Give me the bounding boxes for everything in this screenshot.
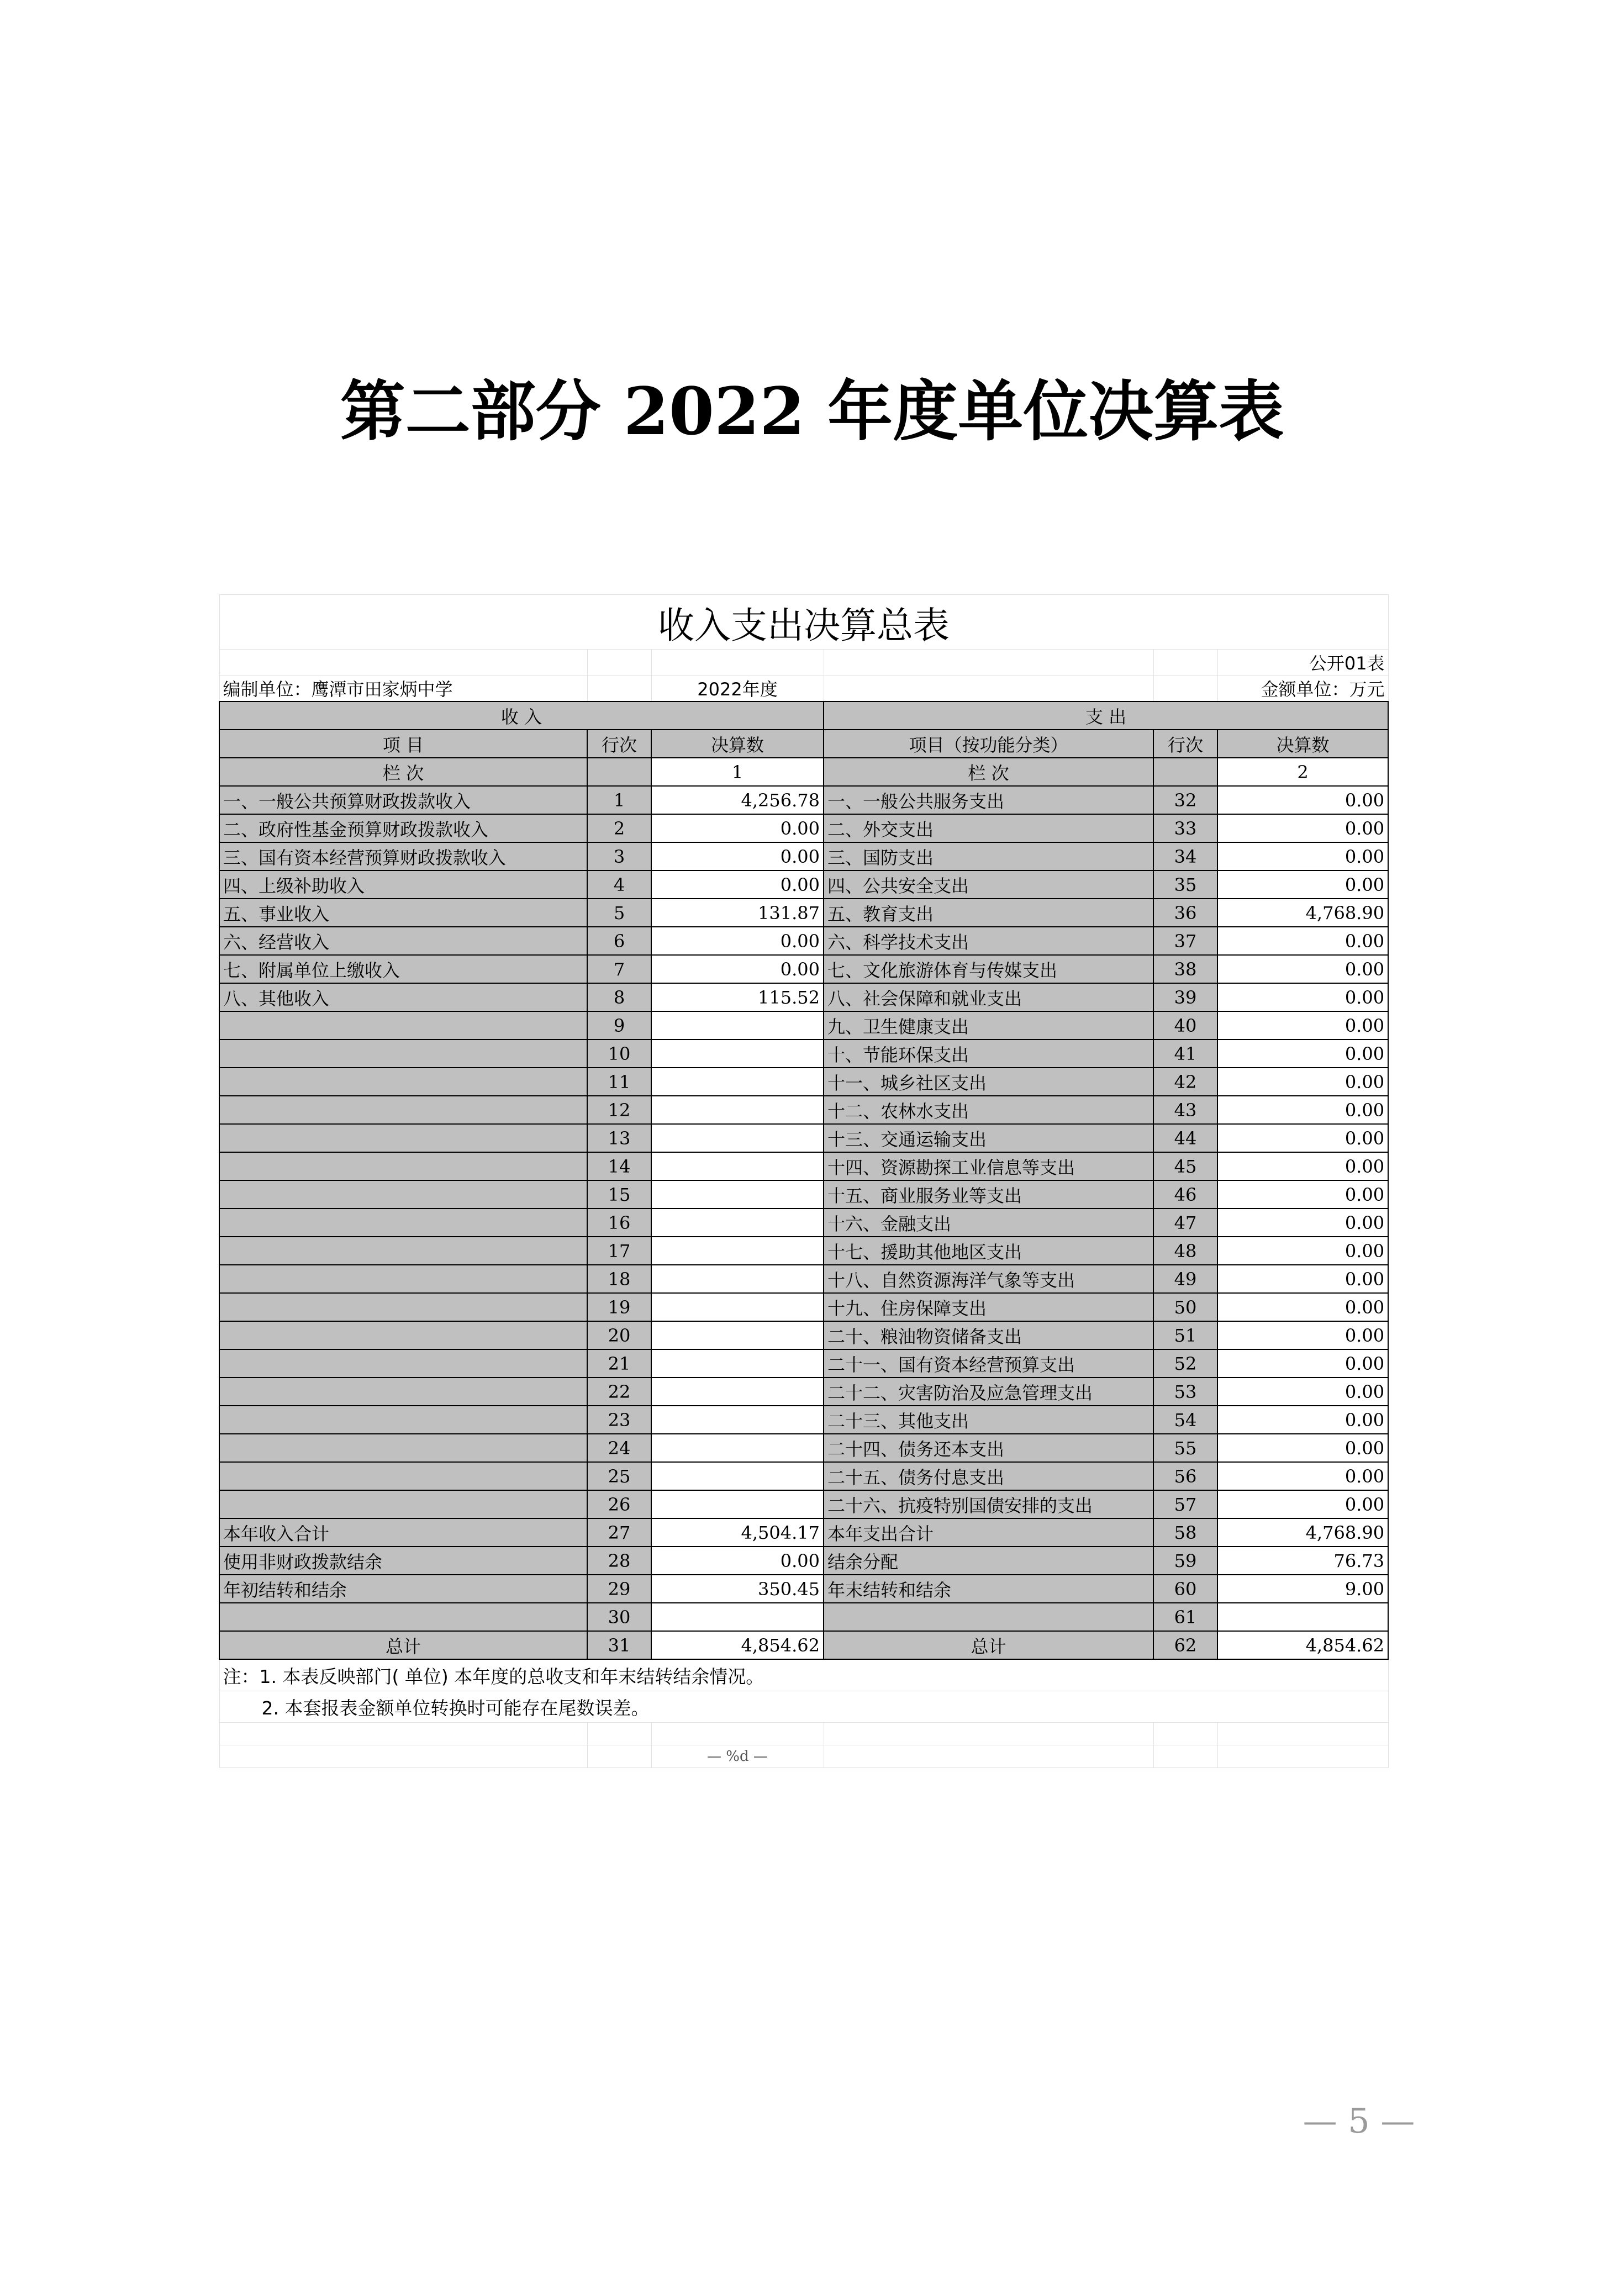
summary-expense-row-no: 59 — [1153, 1547, 1217, 1575]
header-amount: 决算数 — [651, 730, 824, 758]
column-number-1: 1 — [651, 758, 824, 786]
expense-row-no: 56 — [1153, 1462, 1217, 1490]
income-item — [219, 1490, 587, 1518]
income-item — [219, 1265, 587, 1293]
income-item — [219, 1293, 587, 1321]
income-row-no: 25 — [587, 1462, 651, 1490]
income-row-no: 19 — [587, 1293, 651, 1321]
total-income-row-no: 31 — [587, 1631, 651, 1659]
table-row — [219, 1349, 1388, 1378]
summary-income-item — [219, 1603, 587, 1631]
summary-income-amount: 0.00 — [651, 1547, 824, 1575]
income-item: 一、一般公共预算财政拨款收入 — [219, 786, 587, 814]
income-row-no: 4 — [587, 870, 651, 899]
income-row-no: 16 — [587, 1209, 651, 1237]
summary-income-item: 使用非财政拨款结余 — [219, 1547, 587, 1575]
summary-expense-row-no: 61 — [1153, 1603, 1217, 1631]
expense-row-no: 41 — [1153, 1040, 1217, 1068]
expense-item: 五、教育支出 — [824, 899, 1153, 927]
table-row — [219, 955, 1388, 983]
header-row-no-2: 行次 — [1153, 730, 1217, 758]
expense-row-no: 47 — [1153, 1209, 1217, 1237]
expense-item: 一、一般公共服务支出 — [824, 786, 1153, 814]
income-row-no: 1 — [587, 786, 651, 814]
income-amount — [651, 1096, 824, 1124]
income-item — [219, 1180, 587, 1209]
income-item — [219, 1462, 587, 1490]
total-expense-row-no: 62 — [1153, 1631, 1217, 1659]
income-amount: 0.00 — [651, 870, 824, 899]
summary-income-item: 年初结转和结余 — [219, 1575, 587, 1603]
table-row — [219, 899, 1388, 927]
income-amount — [651, 1406, 824, 1434]
table-row — [219, 1068, 1388, 1096]
expense-row-no: 44 — [1153, 1124, 1217, 1152]
table-row — [219, 983, 1388, 1011]
summary-expense-amount — [1217, 1603, 1388, 1631]
expense-item: 二十、粮油物资储备支出 — [824, 1321, 1153, 1349]
income-item — [219, 1321, 587, 1349]
expense-item: 十七、援助其他地区支出 — [824, 1237, 1153, 1265]
summary-row — [219, 1547, 1388, 1575]
total-income-amount: 4,854.62 — [651, 1631, 824, 1659]
column-label-2: 栏 次 — [824, 758, 1153, 786]
expense-amount: 0.00 — [1217, 786, 1388, 814]
table-row — [219, 1180, 1388, 1209]
expense-amount: 0.00 — [1217, 1068, 1388, 1096]
year-label: 2022年度 — [651, 676, 824, 702]
table-row — [219, 1011, 1388, 1040]
income-row-no: 24 — [587, 1434, 651, 1462]
income-row-no: 23 — [587, 1406, 651, 1434]
table-title: 收入支出决算总表 — [219, 595, 1388, 650]
expense-row-no: 45 — [1153, 1152, 1217, 1180]
income-row-no: 6 — [587, 927, 651, 955]
expense-item: 二十五、债务付息支出 — [824, 1462, 1153, 1490]
table-row — [219, 1096, 1388, 1124]
expense-amount: 0.00 — [1217, 1462, 1388, 1490]
expense-row-no: 48 — [1153, 1237, 1217, 1265]
expense-row-no: 51 — [1153, 1321, 1217, 1349]
note-2: 2. 本套报表金额单位转换时可能存在尾数误差。 — [219, 1691, 1388, 1723]
income-amount: 0.00 — [651, 842, 824, 870]
summary-income-row-no: 29 — [587, 1575, 651, 1603]
table-row — [219, 786, 1388, 814]
expense-amount: 0.00 — [1217, 1293, 1388, 1321]
income-amount — [651, 1462, 824, 1490]
income-row-no: 2 — [587, 814, 651, 842]
unit-label: 金额单位：万元 — [1217, 676, 1388, 702]
income-row-no: 10 — [587, 1040, 651, 1068]
income-item: 七、附属单位上缴收入 — [219, 955, 587, 983]
expense-row-no: 54 — [1153, 1406, 1217, 1434]
expense-row-no: 53 — [1153, 1378, 1217, 1406]
expense-item: 十九、住房保障支出 — [824, 1293, 1153, 1321]
expense-item: 二、外交支出 — [824, 814, 1153, 842]
summary-expense-row-no: 60 — [1153, 1575, 1217, 1603]
income-row-no: 21 — [587, 1349, 651, 1378]
expense-amount: 0.00 — [1217, 1011, 1388, 1040]
expense-amount: 0.00 — [1217, 983, 1388, 1011]
expense-amount: 0.00 — [1217, 955, 1388, 983]
income-amount — [651, 1490, 824, 1518]
income-expense-table — [219, 594, 1389, 1768]
income-amount — [651, 1152, 824, 1180]
income-row-no: 5 — [587, 899, 651, 927]
expense-amount: 0.00 — [1217, 1321, 1388, 1349]
footer-page-placeholder: — %d — — [651, 1745, 824, 1768]
expense-item: 十八、自然资源海洋气象等支出 — [824, 1265, 1153, 1293]
income-amount — [651, 1124, 824, 1152]
column-number-2: 2 — [1217, 758, 1388, 786]
income-amount — [651, 1180, 824, 1209]
expense-amount: 0.00 — [1217, 1237, 1388, 1265]
income-row-no: 3 — [587, 842, 651, 870]
summary-row — [219, 1603, 1388, 1631]
expense-row-no: 40 — [1153, 1011, 1217, 1040]
income-row-no: 9 — [587, 1011, 651, 1040]
expense-item: 十二、农林水支出 — [824, 1096, 1153, 1124]
expense-amount: 0.00 — [1217, 842, 1388, 870]
summary-expense-item: 本年支出合计 — [824, 1518, 1153, 1547]
income-item: 三、国有资本经营预算财政拨款收入 — [219, 842, 587, 870]
income-row-no: 18 — [587, 1265, 651, 1293]
expense-amount: 0.00 — [1217, 1124, 1388, 1152]
table-row — [219, 1209, 1388, 1237]
expense-item: 七、文化旅游体育与传媒支出 — [824, 955, 1153, 983]
part-title: 第二部分 2022 年度单位决算表 — [340, 373, 1284, 450]
summary-income-amount — [651, 1603, 824, 1631]
expense-amount: 0.00 — [1217, 1406, 1388, 1434]
total-expense-amount: 4,854.62 — [1217, 1631, 1388, 1659]
note-1: 注：1. 本表反映部门( 单位) 本年度的总收支和年末结转结余情况。 — [219, 1659, 1388, 1691]
income-item — [219, 1068, 587, 1096]
income-amount: 131.87 — [651, 899, 824, 927]
expense-row-no: 32 — [1153, 786, 1217, 814]
income-item: 四、上级补助收入 — [219, 870, 587, 899]
income-item — [219, 1011, 587, 1040]
income-item: 八、其他收入 — [219, 983, 587, 1011]
income-amount — [651, 1293, 824, 1321]
form-number: 公开01表 — [1217, 650, 1388, 676]
income-row-no: 7 — [587, 955, 651, 983]
income-row-no: 20 — [587, 1321, 651, 1349]
summary-income-row-no: 30 — [587, 1603, 651, 1631]
income-item — [219, 1378, 587, 1406]
expense-row-no: 38 — [1153, 955, 1217, 983]
summary-row — [219, 1518, 1388, 1547]
income-amount: 0.00 — [651, 927, 824, 955]
expense-row-no: 57 — [1153, 1490, 1217, 1518]
income-item — [219, 1096, 587, 1124]
income-item — [219, 1124, 587, 1152]
income-row-no: 15 — [587, 1180, 651, 1209]
expense-row-no: 50 — [1153, 1293, 1217, 1321]
table-row — [219, 870, 1388, 899]
summary-expense-amount: 4,768.90 — [1217, 1518, 1388, 1547]
summary-income-amount: 350.45 — [651, 1575, 824, 1603]
expense-item: 十三、交通运输支出 — [824, 1124, 1153, 1152]
table-row — [219, 1293, 1388, 1321]
table-row — [219, 1265, 1388, 1293]
expense-amount: 0.00 — [1217, 927, 1388, 955]
summary-expense-row-no: 58 — [1153, 1518, 1217, 1547]
expense-item: 八、社会保障和就业支出 — [824, 983, 1153, 1011]
total-income-label: 总计 — [219, 1631, 587, 1659]
income-amount — [651, 1068, 824, 1096]
header-item: 项 目 — [219, 730, 587, 758]
expense-amount: 0.00 — [1217, 1434, 1388, 1462]
expense-item: 十四、资源勘探工业信息等支出 — [824, 1152, 1153, 1180]
expense-row-no: 35 — [1153, 870, 1217, 899]
total-expense-label: 总计 — [824, 1631, 1153, 1659]
expense-row-no: 55 — [1153, 1434, 1217, 1462]
expense-amount: 0.00 — [1217, 1349, 1388, 1378]
expense-item: 二十二、灾害防治及应急管理支出 — [824, 1378, 1153, 1406]
expense-item: 二十四、债务还本支出 — [824, 1434, 1153, 1462]
income-row-no: 22 — [587, 1378, 651, 1406]
table-row — [219, 1462, 1388, 1490]
income-item: 五、事业收入 — [219, 899, 587, 927]
table-row — [219, 1237, 1388, 1265]
income-amount: 0.00 — [651, 955, 824, 983]
expense-item: 四、公共安全支出 — [824, 870, 1153, 899]
expense-row-no: 43 — [1153, 1096, 1217, 1124]
income-row-no: 8 — [587, 983, 651, 1011]
table-row — [219, 1152, 1388, 1180]
income-amount — [651, 1040, 824, 1068]
income-item — [219, 1434, 587, 1462]
expense-amount: 0.00 — [1217, 814, 1388, 842]
income-item: 二、政府性基金预算财政拨款收入 — [219, 814, 587, 842]
page-number: — 5 — — [1303, 2101, 1415, 2141]
income-item — [219, 1209, 587, 1237]
income-item: 六、经营收入 — [219, 927, 587, 955]
income-amount — [651, 1237, 824, 1265]
expense-amount: 0.00 — [1217, 1265, 1388, 1293]
expense-row-no: 37 — [1153, 927, 1217, 955]
expense-item: 六、科学技术支出 — [824, 927, 1153, 955]
summary-expense-amount: 9.00 — [1217, 1575, 1388, 1603]
income-amount — [651, 1378, 824, 1406]
income-item — [219, 1237, 587, 1265]
expense-row-no: 52 — [1153, 1349, 1217, 1378]
income-amount: 0.00 — [651, 814, 824, 842]
summary-income-row-no: 27 — [587, 1518, 651, 1547]
income-amount — [651, 1265, 824, 1293]
header-amount-2: 决算数 — [1217, 730, 1388, 758]
income-row-no: 13 — [587, 1124, 651, 1152]
header-item-by-function: 项目（按功能分类） — [824, 730, 1153, 758]
expense-amount: 0.00 — [1217, 1209, 1388, 1237]
header-row-no: 行次 — [587, 730, 651, 758]
expense-amount: 0.00 — [1217, 870, 1388, 899]
expense-item: 十一、城乡社区支出 — [824, 1068, 1153, 1096]
expense-item: 十、节能环保支出 — [824, 1040, 1153, 1068]
income-row-no: 17 — [587, 1237, 651, 1265]
income-amount — [651, 1434, 824, 1462]
income-amount: 4,256.78 — [651, 786, 824, 814]
table-row — [219, 1040, 1388, 1068]
column-label: 栏 次 — [219, 758, 587, 786]
expense-item: 二十六、抗疫特别国债安排的支出 — [824, 1490, 1153, 1518]
summary-income-row-no: 28 — [587, 1547, 651, 1575]
summary-income-amount: 4,504.17 — [651, 1518, 824, 1547]
expense-amount: 0.00 — [1217, 1490, 1388, 1518]
expense-item: 二十三、其他支出 — [824, 1406, 1153, 1434]
expense-row-no: 36 — [1153, 899, 1217, 927]
table-row — [219, 1321, 1388, 1349]
income-item — [219, 1040, 587, 1068]
summary-income-item: 本年收入合计 — [219, 1518, 587, 1547]
expense-amount: 0.00 — [1217, 1096, 1388, 1124]
summary-expense-item — [824, 1603, 1153, 1631]
expense-amount: 0.00 — [1217, 1180, 1388, 1209]
expense-amount: 0.00 — [1217, 1152, 1388, 1180]
expense-row-no: 39 — [1153, 983, 1217, 1011]
summary-expense-amount: 76.73 — [1217, 1547, 1388, 1575]
income-amount — [651, 1321, 824, 1349]
table-row — [219, 1434, 1388, 1462]
expense-amount: 4,768.90 — [1217, 899, 1388, 927]
income-row-no: 11 — [587, 1068, 651, 1096]
expense-amount: 0.00 — [1217, 1040, 1388, 1068]
expense-row-no: 34 — [1153, 842, 1217, 870]
expense-item: 十六、金融支出 — [824, 1209, 1153, 1237]
summary-expense-item: 年末结转和结余 — [824, 1575, 1153, 1603]
table-row — [219, 1378, 1388, 1406]
income-row-no: 12 — [587, 1096, 651, 1124]
summary-expense-item: 结余分配 — [824, 1547, 1153, 1575]
expense-item: 十五、商业服务业等支出 — [824, 1180, 1153, 1209]
income-section-header: 收 入 — [219, 701, 824, 730]
expense-row-no: 33 — [1153, 814, 1217, 842]
table-row — [219, 1124, 1388, 1152]
expense-item: 三、国防支出 — [824, 842, 1153, 870]
table-row — [219, 1406, 1388, 1434]
expense-row-no: 42 — [1153, 1068, 1217, 1096]
income-row-no: 26 — [587, 1490, 651, 1518]
expense-section-header: 支 出 — [824, 701, 1388, 730]
table-row — [219, 927, 1388, 955]
expense-item: 九、卫生健康支出 — [824, 1011, 1153, 1040]
expense-row-no: 49 — [1153, 1265, 1217, 1293]
summary-row — [219, 1575, 1388, 1603]
income-item — [219, 1152, 587, 1180]
organization-label: 编制单位：鹰潭市田家炳中学 — [219, 676, 587, 702]
expense-row-no: 46 — [1153, 1180, 1217, 1209]
expense-amount: 0.00 — [1217, 1378, 1388, 1406]
income-item — [219, 1406, 587, 1434]
income-amount — [651, 1209, 824, 1237]
final-accounts-sheet — [219, 594, 1388, 1768]
expense-item: 二十一、国有资本经营预算支出 — [824, 1349, 1153, 1378]
income-amount — [651, 1011, 824, 1040]
total-row — [219, 1631, 1388, 1659]
table-row — [219, 842, 1388, 870]
table-row — [219, 814, 1388, 842]
income-amount: 115.52 — [651, 983, 824, 1011]
table-row — [219, 1490, 1388, 1518]
income-row-no: 14 — [587, 1152, 651, 1180]
income-item — [219, 1349, 587, 1378]
income-amount — [651, 1349, 824, 1378]
